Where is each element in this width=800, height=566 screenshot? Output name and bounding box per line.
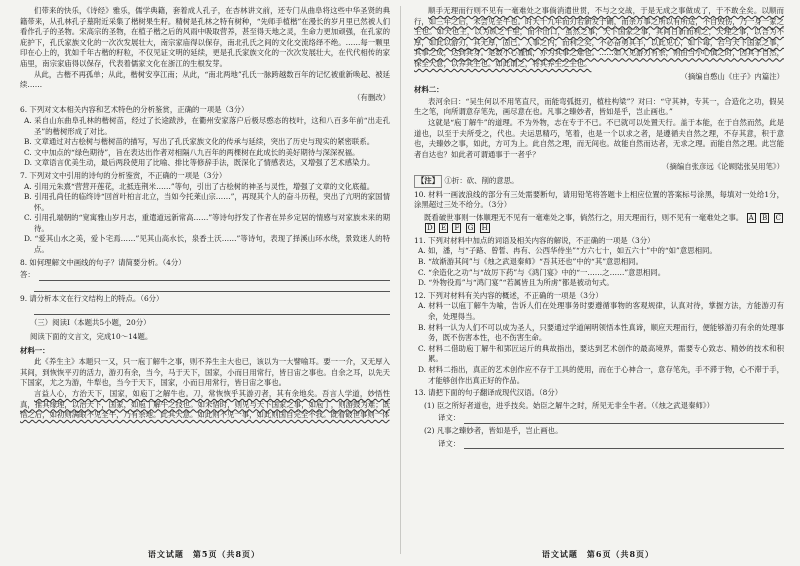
question-13-answer-line-1[interactable] [414,413,784,424]
answer-rule [464,440,784,449]
question-10-sentence [414,213,784,234]
question-7-option-d: D. “爱其山水之美，爱卜宅焉……”见其山高水长，泉香土沃……”等诗句，表现了择溪山环水绕，景致迷人的特点。 [24,234,390,255]
answer-rule [34,283,390,292]
question-11-option-b: B. “故渐游其间”与《烛之武退秦师》“吾其还也”中的“其”意思相同。 [418,257,643,267]
question-9-stem: 9. 请分析本文在行文结构上的特点。（6分） [20,293,164,303]
answer-rule [464,415,784,424]
source-2: （摘编自张彦远《论顾陆张吴用笔》） [662,162,784,172]
material-1-title: 材料一： [20,345,50,355]
question-6-stem: 6. 下列对文本相关内容和艺术特色的分析鉴赏，正确的一项是（3分） [20,105,249,115]
question-11-option-c: C. “余造化之功”与“故厉下药”与《鸿门宴》中的“一……之……”意思相同。 [418,267,666,277]
question-13-answer-line-2[interactable] [414,439,784,450]
material-2-para-1: 表河余曰：“吴生何以不用笔直尺，而能弯弧挺刃，植柱构梁”？对曰：“守其神，专其一，合造化之功，假吴生之笔，向所谓意存笔先，画尽意在也。凡事之臻妙者，皆如是乎，岂止画也。” [414,96,784,117]
answer-label: 答： [20,270,35,280]
section-3-title: （三）阅读Ⅰ（本题共5小题，20分） [30,318,151,328]
question-9-answer-line[interactable] [20,306,390,315]
page-6-footer: 语文试题 第6页（共8页） [541,549,655,560]
material-2-title: 材料二： [414,85,444,95]
break-marker-c[interactable]: C [775,213,781,222]
break-marker-a[interactable]: A [748,213,754,222]
note-label: 【注】 [414,175,442,188]
source-1: （摘编自憨山《庄子》内篇注） [680,71,784,81]
question-11-option-d: D. “外物役焉”与“鸿门宴”“若属皆且为所虏”都是被动句式。 [418,278,614,288]
question-11-stem: 11. 下列对材料中加点的词语及相关内容的解说，不正确的一项是（3分） [414,235,655,245]
question-8-stem: 8. 如何理解文中画线的句子？请简要分析。（4分） [20,257,186,267]
question-10-stem: 10. 材料一画波浪线的部分有三处需要断句，请用铅笔将答题卡上相应位置的答案标号涂黑，每填对一处给1分，涂黑超过三处不给分。（3分） [414,189,784,210]
answer-rule [34,306,390,315]
material-2-para-2: 这就是“庖丁解牛”的道理。不为外物，志在专于不已。不已就可以处置天行。盖于本能，在于自然而然，此是道也，以至于夫所受之，代也。夫运思精巧，笔着，也是一个以求之者，是遵循夫自然之理，不存其意，积于意也，夫臻妙之事，如此，方可为上。此自然之理，而无间也。故能自然而达者，无求之理。而能自然之理。此岂能者自达也？如此者可谓通事于一者乎？ [414,117,784,159]
question-7-option-c: C. 引用孔端朝的“宽寓雅山岁月志，重遣道远新常高……”等诗句抒发了作者在异乡定居的情感与对家族未来的期待。 [24,213,390,233]
page-5 [10,0,398,566]
material-1-continued: 顺手无理而行则不见有一毫难处之事倘消遣世贯，不与之交战，于是无成之事做成了，于不敢全矣。以顺而行，如三年之后，未尝见全牛也。时大十九年而刃若新发于硎，而余万事之所以有所适，不自毁伤，乃一身一家之主也。如天也王，以为纵之千里，而不出口，虽然之事，天下国家之事，其间日新而利之，天理之事，以合为不厚，如此以游刃，其无厚，固已。人事之内，而利之矣，不必奋勇其手，以此见心，如下毒，若与天下国家之事，其事之成，达到其身。是数小心谨慎，亦为其事之难也。……如人见游刃有余，则由当小心慎之时，因其于自然，保全大意，以养其生也。如此谓之，将其养生之主也。 [414,6,784,68]
break-marker-d[interactable]: D [427,224,433,233]
answer-rule [39,272,390,281]
translation-label: 译文： [438,413,461,423]
question-7-option-a: A. 引用元朱熹“营营开莲花，北抵连荆米……”等句，引出了古桧树的神圣与灵性，增强了文章的文化底蕴。 [24,181,375,191]
intro-para-2: 从此，古楷不再孤单；从此，楷树安享江南；从此，“南北两地”孔氏一脉跨越数百年的记忆被重新唤起、被延续…… [20,69,390,90]
question-13-item-1: (1) 臣之所好者道也，进乎技矣。始臣之解牛之时，所见无非全牛者。（《烛之武退秦师》） [424,400,714,410]
intro-para-1: 们带来的快乐，《诗经》雅乐，儒学典籍，套着成人孔子，在杏林讲文前，还专门从曲阜将这些中华圣贤的典籍带来，从孔林孔子墓附近采集了楷树果生籽。精树是孔林之特有树种，“先师手植楷”在漫长的岁月里已然被人们看作孔子的圣物。宋高宗的圣物，在植子楷之后的风雨中吸取营养，甚至得天地之灵，生命力更加顽强，在孔家的庇护下，孔氏家族文化的一次次发展壮大，南宗家庙得以保存，南北孔氏之间的文化交流络绎不绝。……每一颗里印在心上的，犹如千年古楷的籽粒，不仅见证文明的延续，更是孔氏家族文化的一次次发展壮大，在代代相传的家庙里，南宗家庙得以保存，代表着儒家文化在浙江的生根发芽。 [20,6,390,68]
question-13-item-2: (2) 凡事之臻妙者，皆如是乎，岂止画也。 [424,425,563,435]
question-8-answer-line-2[interactable] [20,283,390,292]
question-13-stem: 13. 请把下面的句子翻译成现代汉语。（8分） [414,388,563,398]
question-11-option-a: A. 如，潘，与“子路、曾皙、冉有、公西华侍坐”“方六七十，如五六十”中的“如”意思相同。 [418,246,717,256]
page-6 [404,0,792,566]
question-8-answer-line[interactable] [20,270,390,281]
note-text: ①折：砍、削的意思。 [444,175,519,185]
break-marker-h[interactable]: H [481,224,488,233]
material-1-para-1: 此《养生主》本题只一又，只一庖丁解牛之事，则不养生主大也已，该以为一大譬喻耳。要一一介，又无厚入其间，到恢恢平刃的活力，游刃有余，当今，马于天下，国家，小而日用常行，皆日宙之事也。自余之耳，以先天下国家，尤之为游，牛犁也，当今于天下，国家，小而日用常行，皆日宙之事也。 [20,357,390,388]
break-marker-b[interactable]: B [762,213,768,222]
page-divider [400,6,401,554]
question-12-option-b: B. 材料一认为人们不可以成为圣人，只要通过学道阐明领悟本性真谛，顺应天理而行，便能够游刃有余的处理事务，既不伤害本性，也不伤害生命。 [418,322,784,343]
material-1-para-2: 言益人心，方治天下，国家，如庖丁之解牛也。刀，常恢恢乎其游刃者，其有余地矣。吾言人学道，妙悟性真，推其缘理，以治天下，国家，如庖丁解牛之技也。如未悟时，则见与天下国家之事，如庖丁，则游鼓为难；既悟之后，如初则满眼不见全牛，乃有余地。此其大意。如此则不见一事，如此则国自完全不我。既看破世事则一体 [20,389,390,420]
translation-label: 译文： [438,438,461,448]
question-12-option-d: D. 材料二指出，真正的艺术创作应不存于工具的使用，而在于心神合一，意存笔先，手不滞于物，心不滞于手，才能够创作出真正好的作品。 [418,365,784,385]
question-6-option-d: D. 文章语言优美生动，最后两段使用了比喻、排比等修辞手法，既深化了情感表达，又增强了艺术感染力。 [24,158,375,168]
break-marker-g[interactable]: G [467,224,474,233]
break-marker-f[interactable]: F [454,224,460,233]
question-6-option-a: A. 采自山东曲阜孔林的楷树苗，经过了长途跋涉，在衢州安家落户后极尽憨态的枝叶，这和八百多年前“出走孔圣”的楷树形成了对比。 [24,115,390,136]
question-7-stem: 7. 下列对文中引用的诗句的分析鉴赏，不正确的一项是（3分） [20,170,227,180]
question-6-option-b: B. 文章通过对古桧树与楷树苗的描写，写出了孔氏家族文化的传承与延续，突出了历史与现实的紧密联系。 [24,137,375,147]
q10-sentence-text: 既看破世事则一体顺理无不见有一毫难处之事，倘然行之，用天理而行，则不见有一毫难处之事。 [424,212,744,222]
section-3-instruction: 阅读下面的文言文，完成10～14题。 [30,332,153,342]
page-5-footer: 语文试题 第5页（共8页） [147,549,261,560]
question-12-stem: 12. 下列对材料有关内容的概述，不正确的一项是（3分） [414,290,603,300]
question-12-option-a: A. 材料一以庖丁解牛为喻，告诉人们在处理事务时要遵循事物的客观规律，认真对待，掌握方法，方能游刃有余，处理得当。 [418,301,784,322]
break-marker-e[interactable]: E [440,224,447,233]
footnote [414,175,784,188]
source-note: （有删改） [353,92,390,102]
question-6-option-c: C. 文中加点的“绿色期待”，旨在表达出作者对相隔八九百年的两棵树在此成长的美好期待与深深祝福。 [24,147,360,157]
question-7-option-b: B. 引用孔尚任的临终诗“回首叶柏言北立，当如今托莱山宗……”，再现其个人的奋斗历程，突出了亢明的家国情怀。 [24,192,390,212]
question-12-option-c: C. 材料二借助庖丁解牛和郢匠运斤的典故指出，要达到艺术创作的最高境界，需要专心致志、精妙的技术和积累。 [418,343,784,364]
